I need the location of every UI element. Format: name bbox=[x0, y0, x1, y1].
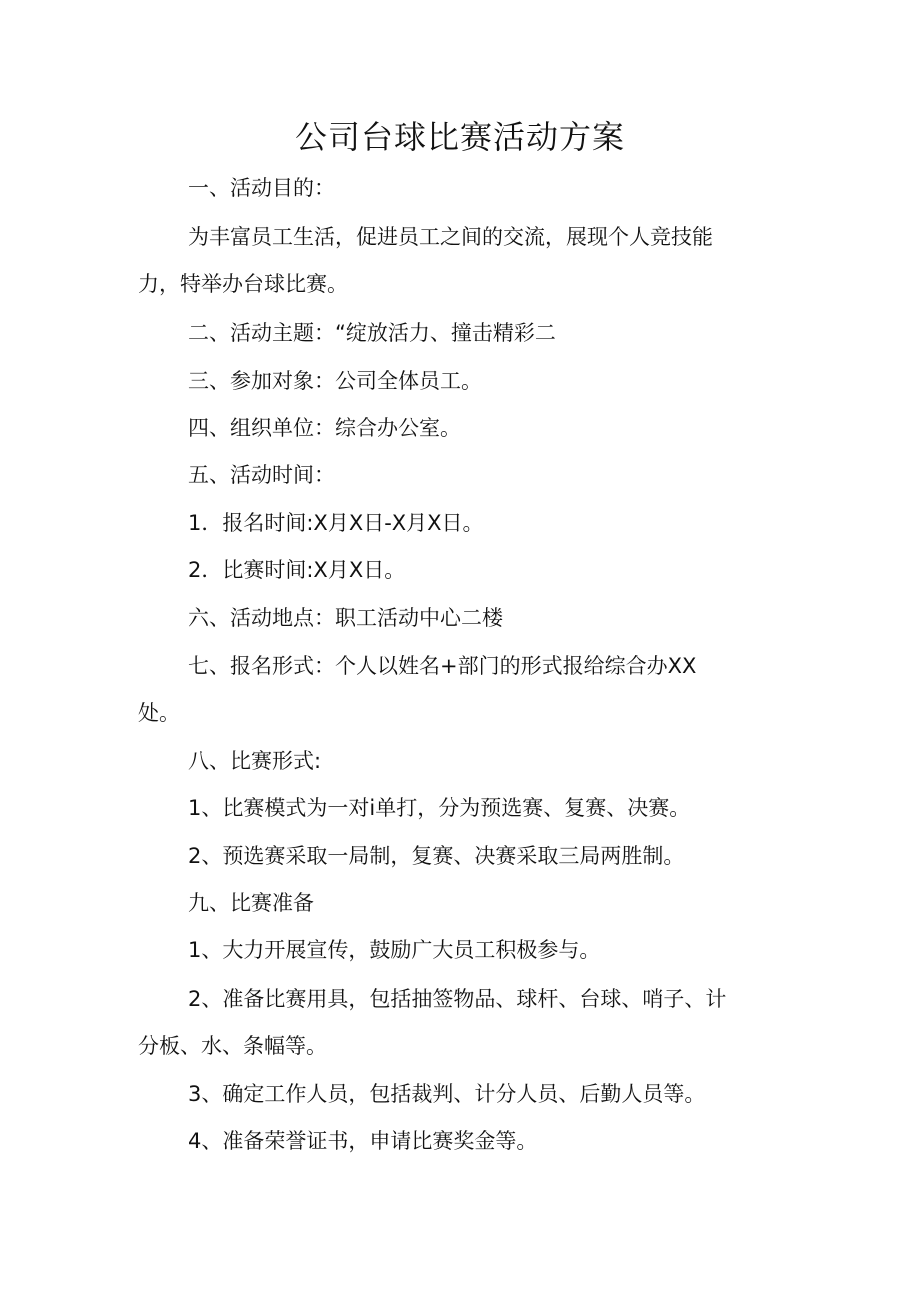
list-item: 2、预选赛采取一局制，复赛、决赛采取三局两胜制。 bbox=[188, 844, 685, 868]
list-item: 3、确定工作人员，包括裁判、计分人员、后勤人员等。 bbox=[188, 1082, 706, 1106]
section-heading: 八、比赛形式: bbox=[188, 749, 322, 773]
section-heading: 三、参加对象：公司全体员工。 bbox=[188, 369, 482, 393]
paragraph-line: 分板、水、条幅等。 bbox=[138, 1034, 327, 1058]
list-item: 4、准备荣誉证书，申请比赛奖金等。 bbox=[188, 1129, 538, 1153]
list-item: 1、比赛模式为一对i单打，分为预选赛、复赛、决赛。 bbox=[188, 796, 691, 820]
section-heading: 五、活动时间： bbox=[188, 463, 335, 487]
document-title: 公司台球比赛活动方案 bbox=[294, 118, 625, 156]
section-heading: 一、活动目的： bbox=[188, 176, 335, 200]
list-item: 2．比赛时间:X月X日。 bbox=[188, 558, 406, 582]
list-item: 2、准备比赛用具，包括抽签物品、球杆、台球、哨子、计 bbox=[188, 987, 727, 1011]
section-heading: 六、活动地点：职工活动中心二楼 bbox=[188, 606, 503, 630]
section-heading: 二、活动主题：“绽放活力、撞击精彩二 bbox=[188, 321, 556, 345]
section-heading: 四、组织单位：综合办公室。 bbox=[188, 416, 461, 440]
section-heading: 九、比赛准备 bbox=[188, 891, 314, 915]
paragraph-line: 力，特举办台球比赛。 bbox=[138, 272, 348, 296]
list-item: 1．报名时间:X月X日-X月X日。 bbox=[188, 511, 484, 535]
section-heading: 七、报名形式：个人以姓名+部门的形式报给综合办XX bbox=[188, 654, 697, 678]
paragraph-line: 处。 bbox=[138, 701, 180, 725]
list-item: 1、大力开展宣传，鼓励广大员工积极参与。 bbox=[188, 938, 601, 962]
paragraph-line: 为丰富员工生活，促进员工之间的交流，展现个人竞技能 bbox=[188, 225, 713, 249]
